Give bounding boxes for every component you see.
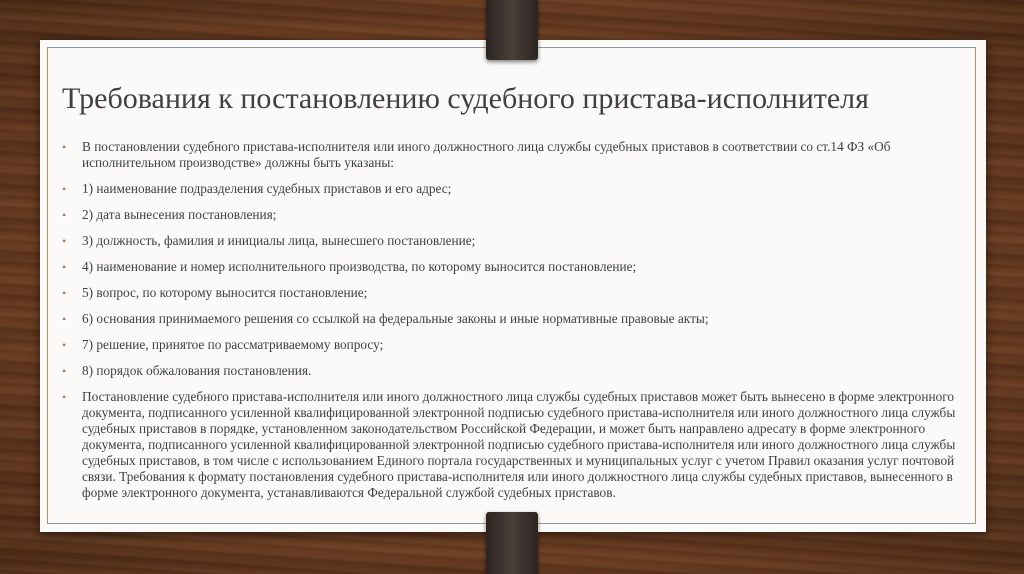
bullet-item-1: [62, 181, 972, 197]
bullet-item-electronic: [62, 389, 972, 501]
bullet-icon: •: [62, 312, 67, 326]
binder-clip-top: [486, 0, 538, 60]
bullet-text: 6) основания принимаемого решения со ссылкой на федеральные законы и иные нормативные правовые акты;: [82, 311, 709, 326]
bullet-item-7: [62, 337, 972, 353]
bullet-icon: •: [62, 140, 67, 154]
slide-card: [40, 40, 986, 532]
bullet-item-2: [62, 207, 972, 223]
bullet-icon: •: [62, 182, 67, 196]
bullet-icon: •: [62, 260, 67, 274]
binder-clip-bottom: [486, 512, 538, 574]
bullet-text: Постановление судебного пристава-исполнителя или иного должностного лица службы судебных приставов может быть вынесено в форме электронного документа, подписанного усиленной квалифицированной электронной подписью судебного пристава-исполнителя или иного должностного лица службы судебных приставов в порядке, установленном законодательством Российской Федерации, и может быть направлено адресату в форме электронного документа, подписанного усиленной квалифицированной электронной подписью судебного пристава-исполнителя или иного должностного лица службы судебных приставов, в том числе с использованием Единого портала государственных и муниципальных услуг с учетом Правил оказания услуг почтовой связи. Требования к формату постановления судебного пристава-исполнителя или иного должностного лица службы судебных приставов, вынесенного в форме электронного документа, устанавливаются Федеральной службой судебных приставов.: [82, 389, 956, 500]
bullet-text: 8) порядок обжалования постановления.: [82, 363, 312, 378]
bullet-item-intro: [62, 139, 972, 171]
bullet-icon: •: [62, 390, 67, 404]
bullet-item-8: [62, 363, 972, 379]
bullet-text: 1) наименование подразделения судебных приставов и его адрес;: [82, 181, 452, 196]
bullet-list: [62, 139, 972, 501]
bullet-text: 7) решение, принятое по рассматриваемому вопросу;: [82, 337, 384, 352]
bullet-text: В постановлении судебного пристава-исполнителя или иного должностного лица службы судебных приставов в соответствии со ст.14 ФЗ «Об исполнительном производстве» должны быть указаны:: [82, 139, 891, 170]
bullet-text: 4) наименование и номер исполнительного производства, по которому выносится постановление;: [82, 259, 637, 274]
bullet-text: 2) дата вынесения постановления;: [82, 207, 277, 222]
bullet-item-4: [62, 259, 972, 275]
bullet-icon: •: [62, 208, 67, 222]
bullet-icon: •: [62, 338, 67, 352]
bullet-icon: •: [62, 234, 67, 248]
bullet-text: 3) должность, фамилия и инициалы лица, вынесшего постановление;: [82, 233, 476, 248]
bullet-item-3: [62, 233, 972, 249]
bullet-item-5: [62, 285, 972, 301]
bullet-item-6: [62, 311, 972, 327]
bullet-text: 5) вопрос, по которому выносится постановление;: [82, 285, 368, 300]
bullet-icon: •: [62, 364, 67, 378]
bullet-icon: •: [62, 286, 67, 300]
slide-title: Требования к постановлению судебного пристава-исполнителя: [62, 82, 869, 115]
